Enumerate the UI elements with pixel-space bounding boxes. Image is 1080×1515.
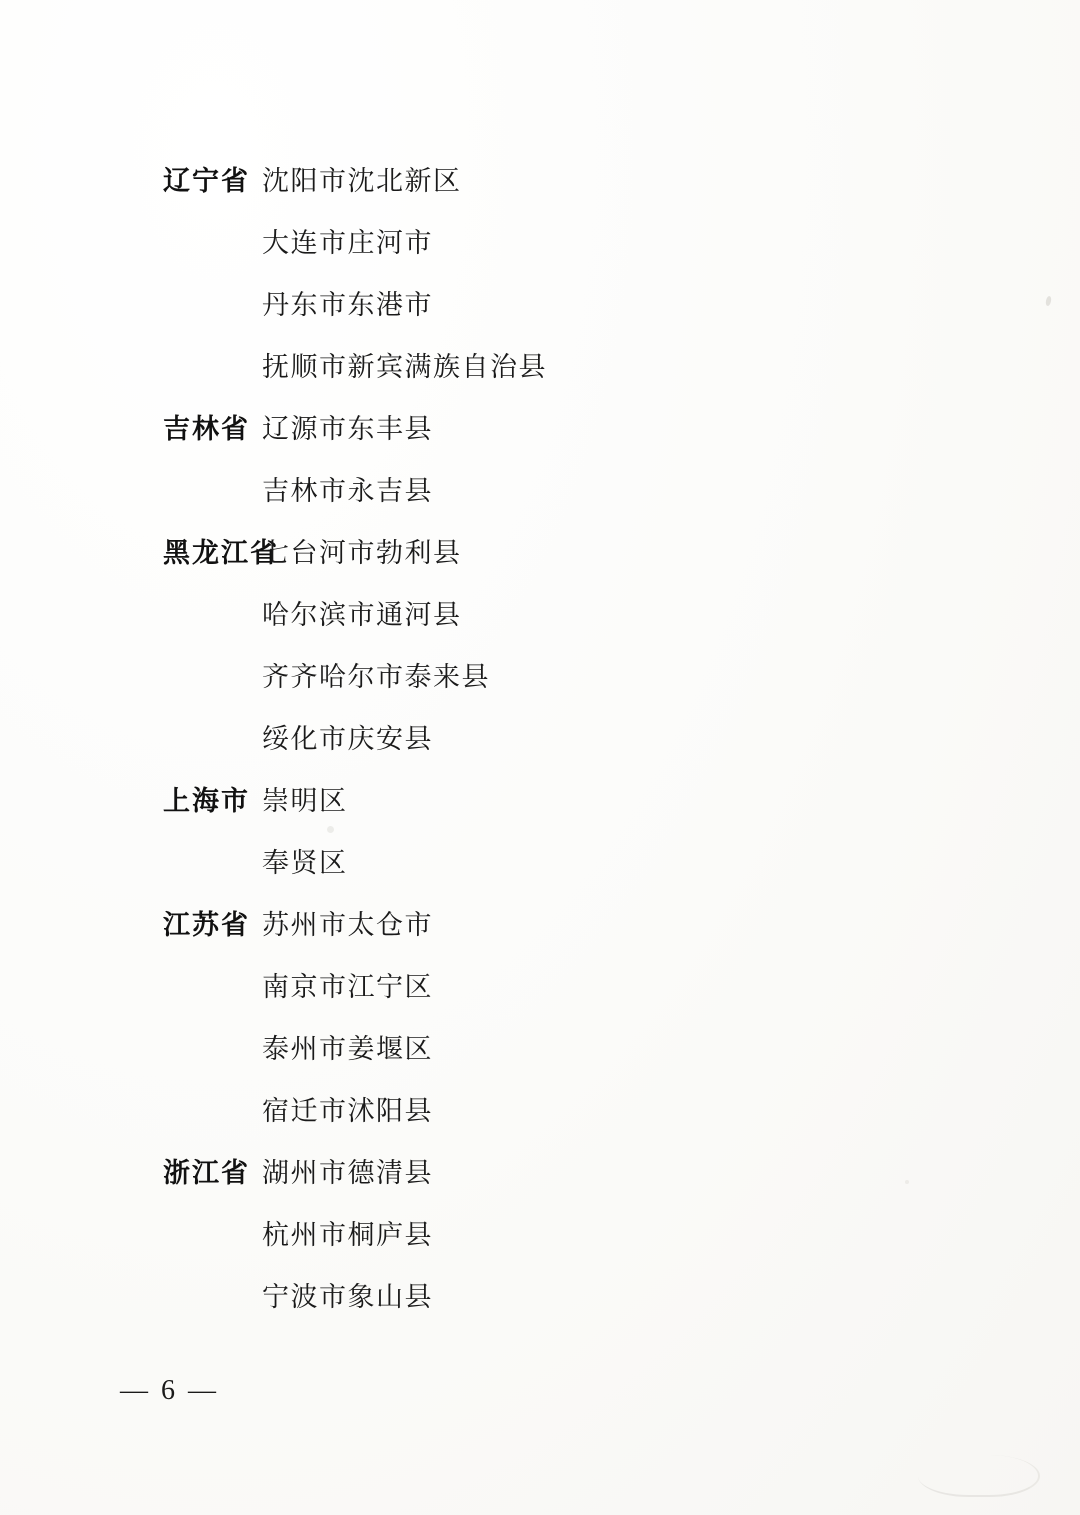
province-items — [262, 150, 1080, 398]
list-item: 奉贤区 — [262, 848, 348, 878]
list-item: 沈阳市沈北新区 — [262, 166, 462, 196]
province-group — [0, 522, 1080, 770]
list-item: 齐齐哈尔市泰来县 — [262, 662, 490, 692]
province-items — [262, 1142, 1080, 1328]
list-item: 泰州市姜堰区 — [262, 1034, 433, 1064]
province-name: 辽宁省 — [163, 166, 250, 196]
province-items — [262, 522, 1080, 770]
province-name: 江苏省 — [163, 910, 250, 940]
province-group — [0, 398, 1080, 522]
list-item: 大连市庄河市 — [262, 228, 433, 258]
list-item: 湖州市德清县 — [262, 1158, 433, 1188]
province-group — [0, 150, 1080, 398]
list-item: 杭州市桐庐县 — [262, 1220, 433, 1250]
province-group — [0, 1142, 1080, 1328]
province-items — [262, 398, 1080, 522]
scan-speck — [905, 1180, 909, 1184]
list-item: 七台河市勃利县 — [262, 538, 462, 568]
list-item: 绥化市庆安县 — [262, 724, 433, 754]
province-group — [0, 770, 1080, 894]
list-item: 吉林市永吉县 — [262, 476, 433, 506]
province-name: 黑龙江省 — [163, 538, 279, 568]
province-name: 吉林省 — [163, 414, 250, 444]
province-group — [0, 894, 1080, 1142]
province-list — [0, 150, 1080, 1328]
list-item: 苏州市太仓市 — [262, 910, 433, 940]
province-items — [262, 770, 1080, 894]
list-item: 辽源市东丰县 — [262, 414, 433, 444]
province-name: 上海市 — [163, 786, 250, 816]
scan-smudge — [918, 1455, 1040, 1497]
province-name: 浙江省 — [163, 1158, 250, 1188]
scan-speck — [327, 826, 334, 833]
list-item: 南京市江宁区 — [262, 972, 433, 1002]
province-items — [262, 894, 1080, 1142]
list-item: 哈尔滨市通河县 — [262, 600, 462, 630]
list-item: 宁波市象山县 — [262, 1282, 433, 1312]
list-item: 抚顺市新宾满族自治县 — [262, 352, 547, 382]
page-number: — 6 — — [120, 1375, 219, 1406]
list-item: 丹东市东港市 — [262, 290, 433, 320]
list-item: 宿迁市沭阳县 — [262, 1096, 433, 1126]
list-item: 崇明区 — [262, 786, 348, 816]
